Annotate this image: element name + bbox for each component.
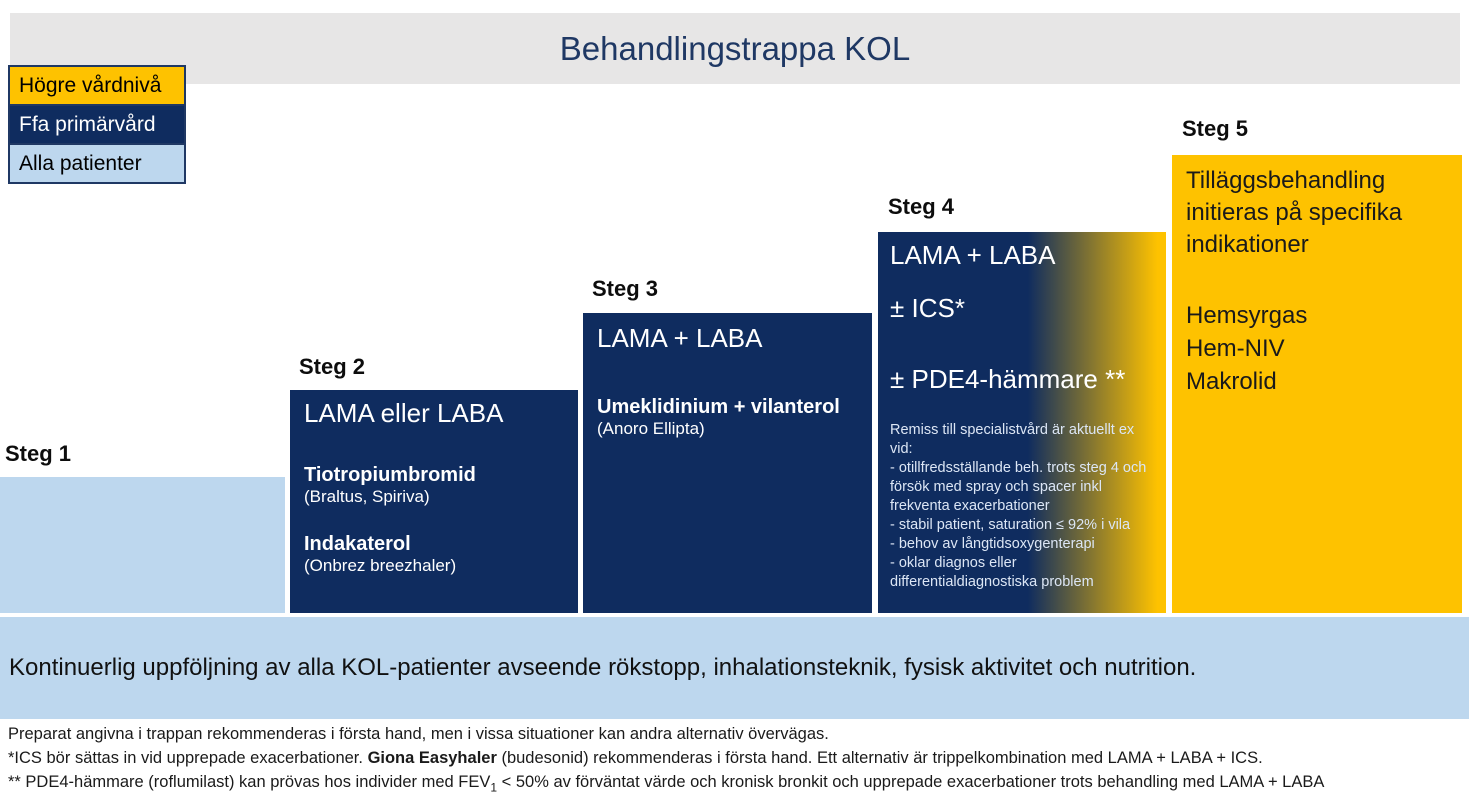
step5-item-makrolid: Makrolid <box>1186 368 1277 395</box>
follow-up-banner <box>0 617 1469 719</box>
step1-label: Steg 1 <box>5 441 72 466</box>
step5-label: Steg 5 <box>1182 116 1249 141</box>
step2-block <box>290 390 578 613</box>
referral-line: - behov av långtidsoxygenterapi <box>890 536 1095 552</box>
step2-drug1-brand: (Braltus, Spiriva) <box>304 487 430 506</box>
step3-label: Steg 3 <box>592 276 659 301</box>
footnotes <box>8 722 1463 795</box>
step3-heading: LAMA + LABA <box>597 323 763 353</box>
referral-line: - otillfredsställande beh. trots steg 4 och försök med spray och spacer inkl frekventa exacerbationer <box>890 460 1147 514</box>
step4-label: Steg 4 <box>888 194 955 219</box>
step4-line-pde4: ± PDE4-hämmare ** <box>890 364 1126 394</box>
step1-block <box>0 477 285 613</box>
footnote-line-3 <box>8 770 1463 795</box>
legend-item-ffa-primarvard: Ffa primärvård <box>8 104 186 145</box>
step5-item-hemsyrgas: Hemsyrgas <box>1186 302 1308 329</box>
referral-line: - stabil patient, saturation ≤ 92% i vila <box>890 517 1131 533</box>
step2-drug2-brand: (Onbrez breezhaler) <box>304 556 457 575</box>
step5-item-list <box>1186 299 1448 398</box>
step2-drug1-name: Tiotropiumbromid <box>304 464 476 486</box>
step4-block <box>878 232 1166 613</box>
footnote-3-post: < 50% av förväntat värde och kronisk bronkit och upprepade exacerbationer trots behandling med LAMA + LABA <box>497 773 1325 791</box>
step5-block <box>1172 155 1462 613</box>
page-title: Behandlingstrappa KOL <box>559 29 911 67</box>
referral-line: - oklar diagnos eller differentialdiagnostiska problem <box>890 555 1094 590</box>
step5-item-hem-niv: Hem-NIV <box>1186 335 1285 362</box>
footnote-line-1: Preparat angivna i trappan rekommenderas i första hand, men i vissa situationer kan andra alternativ övervägas. <box>8 725 829 743</box>
step3-drug1-name: Umeklidinium + vilanterol <box>597 396 840 418</box>
step5-intro: Tilläggsbehandling initieras på specifika indikationer <box>1186 167 1403 258</box>
follow-up-banner-text: Kontinuerlig uppföljning av alla KOL-patienter avseende rökstopp, inhalationsteknik, fysisk aktivitet och nutrition. <box>9 654 1197 681</box>
footnote-2-bold: Giona Easyhaler <box>367 749 497 767</box>
title-band <box>10 13 1460 84</box>
step2-drug2-name: Indakaterol <box>304 533 411 555</box>
footnote-3-pre: ** PDE4-hämmare (roflumilast) kan prövas hos individer med FEV <box>8 773 491 791</box>
footnote-2-pre: *ICS bör sättas in vid upprepade exacerbationer. <box>8 749 368 767</box>
step2-label: Steg 2 <box>299 354 366 379</box>
legend-item-alla-patienter: Alla patienter <box>8 143 186 184</box>
footnote-line-2 <box>8 746 1463 770</box>
footnote-3-subscript: 1 <box>490 780 498 795</box>
step2-heading: LAMA eller LABA <box>304 398 504 428</box>
step4-line-ics: ± ICS* <box>890 293 965 323</box>
step3-drug1-brand: (Anoro Ellipta) <box>597 419 705 438</box>
step3-block <box>583 313 872 613</box>
step4-referral-note <box>890 421 1154 592</box>
referral-line: Remiss till specialistvård är aktuellt ex vid: <box>890 422 1135 457</box>
legend-item-hogre-vardniva: Högre vårdnivå <box>8 65 186 106</box>
footnote-2-post: (budesonid) rekommenderas i första hand. Ett alternativ är trippelkombination med LAMA + LABA + ICS. <box>496 749 1263 767</box>
step4-line-lama-laba: LAMA + LABA <box>890 240 1056 270</box>
care-level-legend <box>8 65 186 184</box>
